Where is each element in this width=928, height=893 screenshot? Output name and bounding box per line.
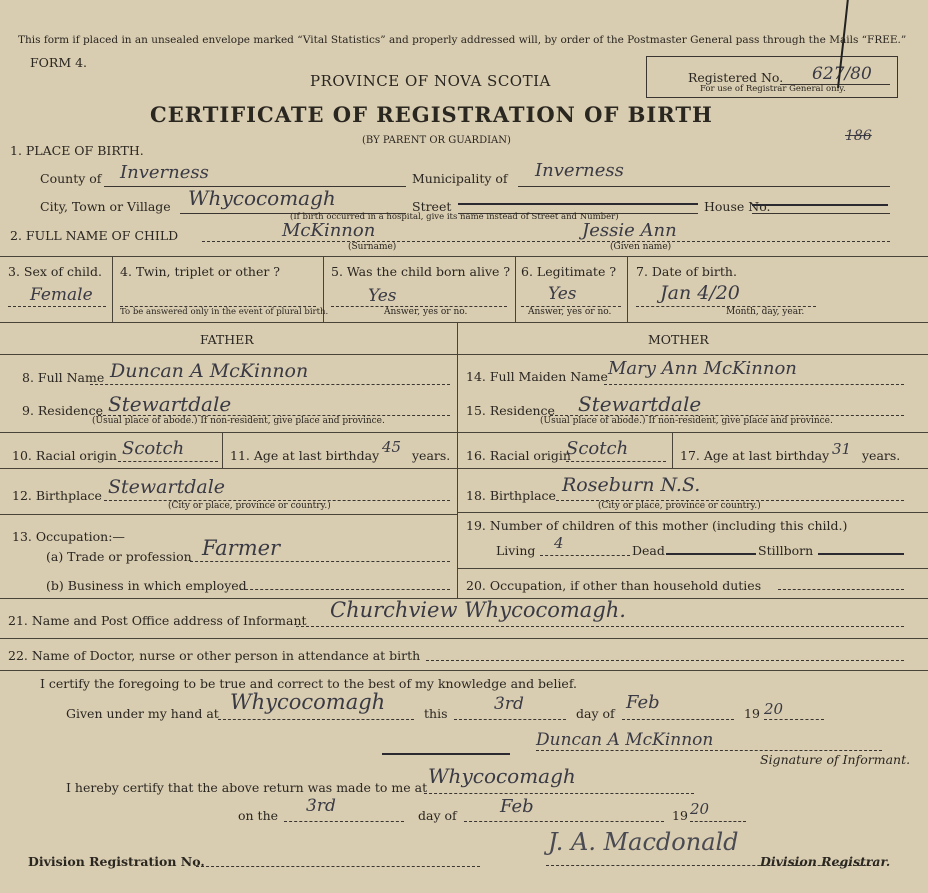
registered-label: Registered No. (688, 70, 784, 85)
father-name-value: Duncan A McKinnon (110, 360, 309, 382)
this-label: this (424, 706, 448, 721)
month-value: Feb (626, 692, 660, 713)
mother-name-value: Mary Ann McKinnon (608, 358, 797, 379)
registrar-note: For use of Registrar General only. (700, 84, 846, 94)
mother-birthplace-value: Roseburn N.S. (562, 474, 701, 496)
father-birthplace-value: Stewartdale (108, 476, 226, 498)
mother-age-unit: years. (862, 448, 901, 463)
dead-label: Dead (632, 543, 665, 558)
informant-value: Churchview Whycocomagh. (330, 598, 626, 622)
given-under-label: Given under my hand at (66, 706, 219, 721)
city-value: Whycocomagh (188, 186, 336, 210)
legitimate-value: Yes (548, 284, 577, 304)
mother-name-label: 14. Full Maiden Name (466, 369, 608, 384)
trade-label: (a) Trade or profession (46, 549, 192, 564)
postal-notice: This form if placed in an unsealed envelope marked “Vital Statistics” and properly addressed will, by order of the Postmaster General pass through the Mails “FREE.” (18, 34, 907, 46)
given-place-value: Whycocomagh (230, 690, 386, 714)
father-residence-note: (Usual place of abode.) If non-resident, give place and province. (92, 416, 385, 426)
child-given-value: Jessie Ann (582, 220, 677, 241)
mother-residence-note: (Usual place of abode.) If non-resident, give place and province. (540, 416, 833, 426)
street-label: Street (412, 199, 452, 214)
division-registration-label: Division Registration No. (28, 854, 205, 869)
given-caption: (Given name) (610, 242, 672, 252)
form-number: FORM 4. (30, 55, 88, 70)
mother-heading: MOTHER (648, 332, 709, 347)
father-birthplace-label: 12. Birthplace (12, 488, 102, 503)
father-residence-value: Stewartdale (108, 392, 232, 416)
mother-residence-value: Stewartdale (578, 392, 702, 416)
children-label: 19. Number of children of this mother (including this child.) (466, 518, 848, 533)
stillborn-label: Stillborn (758, 543, 814, 558)
mother-racial-value: Scotch (566, 438, 629, 459)
on-the-label: on the (238, 808, 279, 823)
legitimate-note: Answer, yes or no. (528, 307, 612, 317)
mother-birthplace-note: (City or place, province or country.) (598, 501, 761, 511)
father-racial-value: Scotch (122, 438, 185, 459)
place-of-birth-heading: 1. PLACE OF BIRTH. (10, 143, 144, 158)
mother-age-label: 17. Age at last birthday (680, 448, 830, 463)
twin-note: To be answered only in the event of plural birth. (120, 307, 329, 317)
alive-label: 5. Was the child born alive ? (331, 264, 511, 279)
pen-stroke (840, 0, 844, 60)
county-label: County of (40, 171, 102, 186)
registered-value: 627/80 (812, 64, 872, 84)
registrar-signature: J. A. Macdonald (548, 828, 739, 856)
mother-age-value: 31 (832, 440, 852, 458)
informant-signature-caption: Signature of Informant. (760, 752, 911, 767)
reg-month-value: Feb (500, 796, 534, 817)
business-label: (b) Business in which employed (46, 578, 247, 593)
hospital-note: (If birth occurred in a hospital, give its name instead of Street and Number) (290, 212, 619, 222)
year-prefix: 19 (744, 706, 760, 721)
mother-occupation-label: 20. Occupation, if other than household duties (466, 578, 762, 593)
reg-year-prefix: 19 (672, 808, 688, 823)
certificate-subtitle: (BY PARENT OR GUARDIAN) (362, 135, 511, 146)
child-surname-value: McKinnon (282, 220, 376, 241)
occupation-label: 13. Occupation:— (12, 529, 125, 544)
municipality-label: Municipality of (412, 171, 508, 186)
dob-value: Jan 4/20 (660, 282, 740, 304)
sex-value: Female (30, 285, 93, 305)
father-age-unit: years. (412, 448, 451, 463)
father-birthplace-note: (City or place, province or country.) (168, 501, 331, 511)
municipality-value: Inverness (535, 160, 624, 181)
reg-year-value: 20 (690, 800, 710, 818)
legitimate-label: 6. Legitimate ? (521, 264, 617, 279)
dob-label: 7. Date of birth. (636, 264, 737, 279)
father-age-value: 45 (382, 438, 402, 456)
registrar-caption: Division Registrar. (760, 854, 891, 869)
county-value: Inverness (120, 162, 209, 183)
province-heading: PROVINCE OF NOVA SCOTIA (310, 72, 551, 90)
alive-note: Answer, yes or no. (384, 307, 468, 317)
day-of-label: day of (576, 706, 615, 721)
doctor-label: 22. Name of Doctor, nurse or other person in attendance at birth (8, 648, 421, 663)
alive-value: Yes (368, 286, 397, 306)
father-residence-label: 9. Residence (22, 403, 103, 418)
surname-caption: (Surname) (348, 242, 397, 252)
informant-label: 21. Name and Post Office address of Informant (8, 613, 307, 628)
living-label: Living (496, 543, 536, 558)
father-name-label: 8. Full Name (22, 370, 105, 385)
mother-racial-label: 16. Racial origin (466, 448, 571, 463)
certificate-title: CERTIFICATE OF REGISTRATION OF BIRTH (150, 102, 713, 127)
living-value: 4 (554, 534, 564, 552)
stamp-number: 186 (845, 128, 872, 144)
father-heading: FATHER (200, 332, 254, 347)
year-value: 20 (764, 700, 784, 718)
mother-birthplace-label: 18. Birthplace (466, 488, 556, 503)
father-age-label: 11. Age at last birthday (230, 448, 380, 463)
father-racial-label: 10. Racial origin (12, 448, 117, 463)
trade-value: Farmer (202, 536, 281, 560)
city-label: City, Town or Village (40, 199, 171, 214)
certify-text: I certify the foregoing to be true and correct to the best of my knowledge and belief. (40, 676, 577, 691)
child-name-label: 2. FULL NAME OF CHILD (10, 228, 179, 243)
mother-residence-label: 15. Residence (466, 403, 555, 418)
house-label: House No. (704, 199, 771, 214)
dob-note: Month, day, year. (726, 307, 805, 317)
reg-day-of-label: day of (418, 808, 457, 823)
registrar-place-value: Whycocomagh (428, 764, 576, 788)
reg-day-value: 3rd (306, 796, 336, 816)
registrar-certify-text: I hereby certify that the above return was made to me at (66, 780, 428, 795)
day-value: 3rd (494, 694, 524, 714)
sex-label: 3. Sex of child. (8, 264, 103, 279)
informant-signature: Duncan A McKinnon (536, 730, 714, 750)
twin-label: 4. Twin, triplet or other ? (120, 264, 280, 279)
